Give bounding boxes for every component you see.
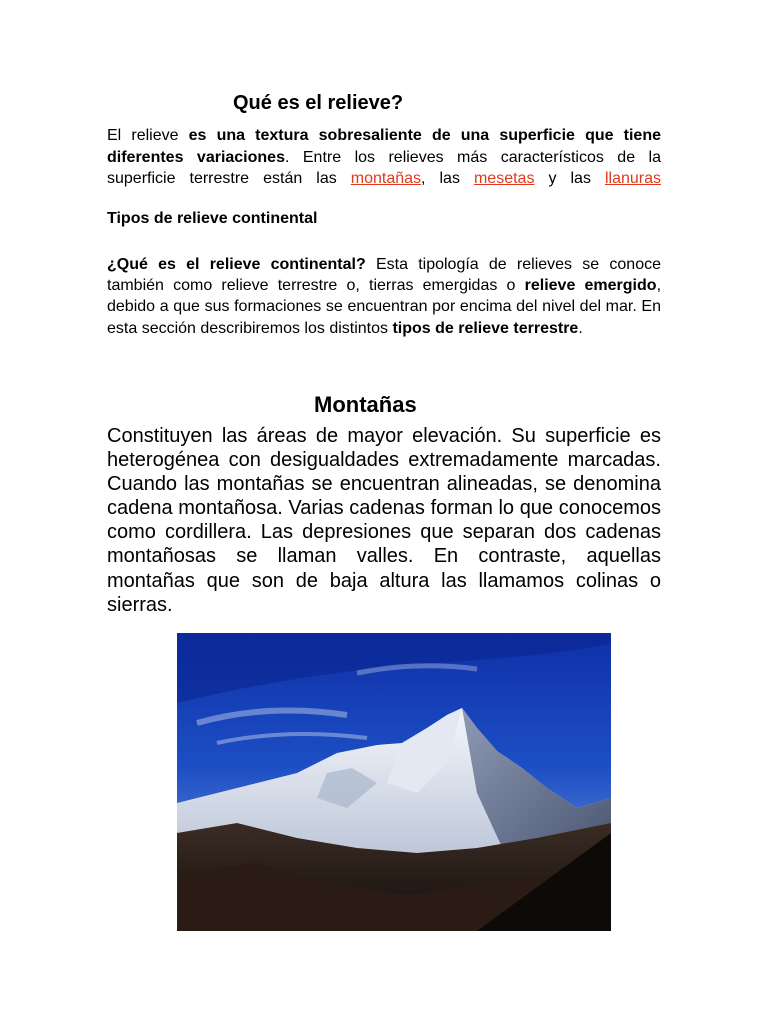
intro-text-4: y las	[534, 170, 605, 187]
link-montanas[interactable]: montañas	[350, 170, 422, 187]
intro-text-2: . Entre los relieves más característicos de la superficie terrestre están las	[107, 148, 662, 187]
montanas-paragraph: Constituyen las áreas de mayor elevación. Su superficie es heterogénea con desigualdades extremadamente marcadas. Cuando las montañas se encuentran alineadas, se denomina cadena montañosa. Varias cadenas forman lo que conocemos como cordillera. Las depresiones que separan dos cadenas montañosas se llaman valles. En contraste, aquellas montañas que son de baja altura las llamamos colinas o sierras.	[107, 425, 661, 616]
section-heading-montanas: Montañas	[314, 392, 417, 417]
para2-bold-2: relieve emergido	[524, 277, 657, 295]
para2-bold-3: tipos de relieve terrestre	[392, 319, 579, 337]
subheading-tipos: Tipos de relieve continental	[107, 210, 318, 227]
intro-paragraph	[107, 125, 661, 190]
intro-bold-1: es una textura sobresaliente de una superficie que tiene diferentes variaciones	[107, 127, 661, 166]
para2-text-1: Esta tipología de relieves se conoce también como relieve terrestre o, tierras emergidas o	[107, 256, 661, 295]
para2-text-2: , debido a que sus formaciones se encuentran por encima del nivel del mar. En esta sección describiremos los distintos	[107, 277, 662, 337]
link-llanuras[interactable]: llanuras	[604, 170, 661, 187]
relieve-continental-paragraph	[107, 254, 661, 339]
mountain-photo	[177, 633, 611, 931]
page-title: Qué es el relieve?	[233, 92, 404, 114]
link-mesetas[interactable]: mesetas	[473, 170, 535, 187]
intro-text-3: , las	[421, 170, 474, 187]
intro-text-1: El relieve	[107, 127, 189, 144]
para2-text-3: .	[578, 319, 583, 337]
para2-bold-1: ¿Qué es el relieve continental?	[107, 256, 366, 273]
